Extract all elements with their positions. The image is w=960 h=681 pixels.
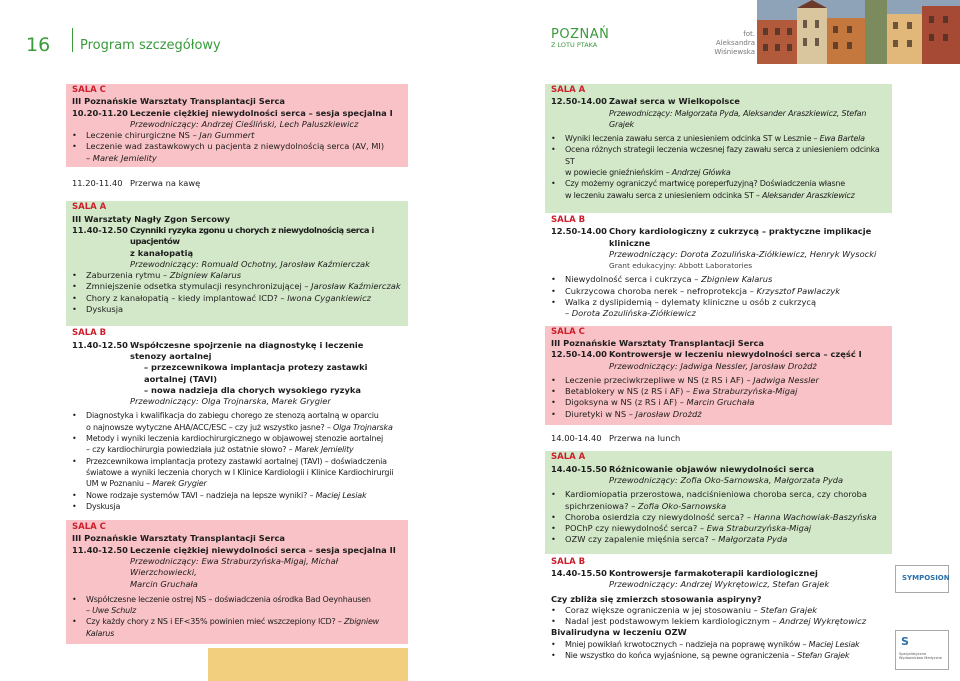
list-item: • Digoksyna w NS (z RS i AF) – Marcin Gruchała xyxy=(551,397,886,408)
list-item: • Choroba osierdzia czy niewydolność serca? – Hanna Wachowiak-Baszyńska xyxy=(551,512,886,523)
room-label: SALA B xyxy=(551,556,586,567)
list-item: • Coraz większe ograniczenia w jej stosowaniu – Stefan Grajek xyxy=(551,605,886,616)
page-title: Program szczegółowy xyxy=(80,38,221,53)
room-label: SALA C xyxy=(551,326,585,337)
list-item: • Nie wszystko do końca wyjaśnione, są pewne ograniczenia – Stefan Grajek xyxy=(551,650,886,661)
list-item: • Nadal jest podstawowym lekiem kardiologicznym – Andrzej Wykrętowicz xyxy=(551,616,886,627)
list-item: • Betablokery w NS (z RS i AF) – Ewa Straburzyńska-Migaj xyxy=(551,386,886,397)
bottom-decoration xyxy=(208,648,408,681)
list-item: • Współczesne leczenie ostrej NS – doświadczenia ośrodka Bad Oeynhausen – Uwe Schulz xyxy=(72,594,402,617)
room-label: SALA C xyxy=(72,85,106,95)
header-divider xyxy=(72,28,73,52)
list-item: • Mniej powikłań krwotocznych – nadzieja na poprawę wyników – Maciej Lesiak xyxy=(551,639,886,650)
session-block xyxy=(545,84,892,213)
list-item: • Leczenie chirurgiczne NS – Jan Gummert xyxy=(72,130,402,141)
session-chairs: Przewodniczący: Romuald Ochotny, Jarosław Kaźmierczak xyxy=(130,258,370,269)
session-time: 12.50-14.00 xyxy=(551,226,607,237)
workshop-title: III Warsztaty Nagły Zgon Sercowy xyxy=(72,213,230,224)
list-item: • Czy możemy ograniczyć martwicę poreperfuzyjną? Doświadczenia własne w leczeniu zawału serca z uniesieniem odcinka ST – Aleksander Araszkiewicz xyxy=(551,178,886,201)
list-item: • Nowe rodzaje systemów TAVI – nadzieja na lepsze wyniki? – Maciej Lesiak xyxy=(72,490,402,501)
list-item: • Dyskusja xyxy=(72,304,402,315)
session-time: 11.40-12.50 xyxy=(72,544,128,555)
session-time: 14.40-15.50 xyxy=(551,463,607,474)
list-item: • Dyskusja xyxy=(72,501,402,512)
room-label: SALA B xyxy=(551,214,586,225)
lunch-break: 14.00-14.40 Przerwa na lunch xyxy=(551,433,681,444)
list-item: • Leczenie przeciwkrzepliwe w NS (z RS i AF) – Jadwiga Nessler xyxy=(551,375,886,386)
right-column xyxy=(545,84,892,661)
session-chairs: Przewodniczący: Zofia Oko-Sarnowska, Małgorzata Pyda xyxy=(609,474,844,485)
session-chairs: Przewodniczący: Andrzej Wykrętowicz, Stefan Grajek xyxy=(609,579,830,590)
session-title: Chory kardiologiczny z cukrzycą – praktyczne implikacje kliniczne xyxy=(609,226,872,248)
sponsor-logo-small: S Specjalistyczne Wydawnictwo Medyczne xyxy=(895,630,949,670)
list-item: • Diuretyki w NS – Jarosław Drożdż xyxy=(551,409,886,420)
workshop-title: III Poznańskie Warsztaty Transplantacji Serca xyxy=(551,337,764,348)
list-item: • Kardiomiopatia przerostowa, nadciśnieniowa choroba serca, czy choroba spichrzeniowa? – Zofia Oko-Sarnowska xyxy=(551,489,886,512)
subtopic-title: Bivalirudyna w leczeniu OZW xyxy=(551,627,687,638)
room-label: SALA B xyxy=(72,328,107,339)
session-block: SALA B 11.40-12.50 Współczesne spojrzenie na diagnostykę i leczenie stenozy aortalnej – przezcewnikowa implantacja protezy zastawki aortalnej (TAVI) – nowa nadzieja dla chorych wysokiego ryzyka Przewodniczący: Olga Trojnarska, Marek Grygier • Diagnostyka i kwalifikacja do zabiegu chorego ze stenozą aortalną w oparciu o najnowsze wytyczne AHA/ACC/ESC – czy już wszystko jasne? – Olga Trojnarska • Metody i wyniki leczenia kardiochirurgicznego w objawowej stenozie aortalnej – czy kardiochirurgia powiedziała już ostatnie słowo? – Marek Jemielity • Przezcewnikowa implantacja protezy zastawki aortalnej (TAVI) – doświadczenia światowe a wyniki leczenia chorych w I Klinice Kardiologii i Klinice Kardiochirurgii UM w Poznaniu – Marek Grygier • Nowe rodzaje systemów TAVI – nadzieja na lepsze wyniki? – Maciej Lesiak • Dyskusja xyxy=(66,326,408,520)
session-block: SALA A III Warsztaty Nagły Zgon Sercowy 11.40-12.50 Czynniki ryzyka zgonu u chorych z niewydolnością serca i upacjentów z kanałopatią Przewodniczący: Romuald Ochotny, Jarosław Kaźmierczak • Zaburzenia rytmu – Zbigniew Kalarus • Zmniejszenie odsetka stymulacji resynchronizującej – Jarosław Kaźmierczak • Chory z kanałopatią – kiedy implantować ICD? – Iwona Cygankiewicz • Dyskusja xyxy=(66,201,408,326)
session-block xyxy=(545,554,892,662)
session-time: 11.40-12.50 xyxy=(72,224,128,235)
list-item: • OZW czy zapalenie mięśnia serca? – Małgorzata Pyda xyxy=(551,534,886,545)
session-chairs: Przewodniczący: Olga Trojnarska, Marek Grygier xyxy=(130,396,331,407)
list-item: • Przezcewnikowa implantacja protezy zastawki aortalnej (TAVI) – doświadczenia światowe a wyniki leczenia chorych w I Klinice Kardiologii i Klinice Kardiochirurgii UM w Poznaniu – Marek Grygier xyxy=(72,456,402,490)
subtopic-title: Czy zbliża się zmierzch stosowania aspiryny? xyxy=(551,593,762,604)
session-time: 10.20-11.20 xyxy=(72,107,128,118)
list-item: • Diagnostyka i kwalifikacja do zabiegu chorego ze stenozą aortalną w oparciu o najnowsze wytyczne AHA/ACC/ESC – czy już wszystko jasne? – Olga Trojnarska xyxy=(72,410,402,433)
session-title: Kontrowersje farmakoterapii kardiologicznej xyxy=(609,567,818,578)
room-label: SALA A xyxy=(551,452,586,463)
poznan-logo xyxy=(551,28,611,49)
list-item: • Cukrzycowa choroba nerek – nefroprotekcja – Krzysztof Pawlaczyk xyxy=(551,286,886,297)
session-time: 11.40-12.50 xyxy=(72,339,128,350)
list-item: • Ocena różnych strategii leczenia wczesnej fazy zawału serca z uniesieniem odcinka ST w powiecie gnieźnieńskim – Andrzej Główka xyxy=(551,144,886,178)
list-item: • Walka z dyslipidemią – dylematy kliniczne u osób z cukrzycą – Dorota Zozulińska-Ziółkiewicz xyxy=(551,297,886,320)
session-block xyxy=(545,213,892,326)
session-chairs: Przewodniczący: Dorota Zozulińska-Ziółkiewicz, Henryk Wysocki xyxy=(609,248,877,259)
session-title: Czynniki ryzyka zgonu u chorych z niewydolnością serca i upacjentów xyxy=(130,224,374,247)
session-time: 12.50-14.00 xyxy=(551,349,607,360)
session-chairs: Przewodniczący: Jadwiga Nessler, Jarosław Drożdż xyxy=(609,360,817,371)
list-item: • Leczenie wad zastawkowych u pacjenta z niewydolnością serca (AV, MI) – Marek Jemielity xyxy=(72,141,402,164)
session-chairs: Przewodniczący: Ewa Straburzyńska-Migaj, Michał Wierzchowiecki, xyxy=(130,555,339,578)
sponsor-logo: SYMPOSION xyxy=(895,565,949,593)
session-title: Zawał serca w Wielkopolsce xyxy=(609,96,740,107)
room-label: SALA A xyxy=(72,202,107,213)
session-time: 12.50-14.00 xyxy=(551,96,607,107)
list-item: • Chory z kanałopatią – kiedy implantować ICD? – Iwona Cygankiewicz xyxy=(72,293,402,304)
coffee-break: 11.20-11.40 Przerwa na kawę xyxy=(72,178,201,189)
session-block xyxy=(545,451,892,553)
session-title: Kontrowersje w leczeniu niewydolności serca – część I xyxy=(609,349,862,360)
session-title: Leczenie ciężkiej niewydolności serca – sesja specjalna II xyxy=(130,544,396,555)
session-chairs: Przewodniczący: Andrzej Cieśliński, Lech Paluszkiewicz xyxy=(130,118,359,129)
session-chairs: Przewodniczący: Małgorzata Pyda, Aleksander Araszkiewicz, Stefan Grajek xyxy=(609,108,867,129)
workshop-title: III Poznańskie Warsztaty Transplantacji Serca xyxy=(72,533,285,544)
photo-credit: fot. Aleksandra Wiśniewska xyxy=(714,30,755,56)
left-column xyxy=(66,84,408,644)
room-label: SALA C xyxy=(72,522,106,533)
list-item: • Niewydolność serca i cukrzyca – Zbigniew Kalarus xyxy=(551,274,886,285)
list-item: • Metody i wyniki leczenia kardiochirurgicznego w objawowej stenozie aortalnej – czy kardiochirurgia powiedziała już ostatnie słowo? – Marek Jemielity xyxy=(72,433,402,456)
session-title: Różnicowanie objawów niewydolności serca xyxy=(609,463,815,474)
page-number: 16 xyxy=(26,34,51,56)
list-item: • Zaburzenia rytmu – Zbigniew Kalarus xyxy=(72,270,402,281)
session-block xyxy=(545,326,892,425)
session-title: Współczesne spojrzenie na diagnostykę i leczenie stenozy aortalnej xyxy=(130,339,364,361)
session-block: SALA C III Poznańskie Warsztaty Transplantacji Serca 11.40-12.50 Leczenie ciężkiej niewydolności serca – sesja specjalna II Przewodniczący: Ewa Straburzyńska-Migaj, Michał Wierzchowiecki, Marcin Gruchała • Współczesne leczenie ostrej NS – doświadczenia ośrodka Bad Oeynhausen – Uwe Schulz • Czy każdy chory z NS i EF<35% powinien mieć wszczepiony ICD? – Zbigniew Kalarus xyxy=(66,520,408,644)
session-time: 14.40-15.50 xyxy=(551,567,607,578)
room-label: SALA A xyxy=(551,85,586,95)
list-item: • POChP czy niewydolność serca? – Ewa Straburzyńska-Migaj xyxy=(551,523,886,534)
workshop-title: III Poznańskie Warsztaty Transplantacji Serca xyxy=(72,96,285,107)
city-photo xyxy=(757,0,960,64)
list-item: • Wyniki leczenia zawału serca z uniesieniem odcinka ST w Lesznie – Ewa Bartela xyxy=(551,133,886,144)
session-title: Leczenie ciężkiej niewydolności serca – sesja specjalna I xyxy=(130,107,393,118)
logo-text: POZNAŃ xyxy=(551,27,610,42)
session-block xyxy=(66,84,408,167)
grant-note: Grant edukacyjny: Abbott Laboratories xyxy=(609,261,753,271)
list-item: • Zmniejszenie odsetka stymulacji resynchronizującej – Jarosław Kaźmierczak xyxy=(72,281,402,292)
logo-subtext: Z LOTU PTAKA xyxy=(551,41,598,49)
list-item: • Czy każdy chory z NS i EF<35% powinien mieć wszczepiony ICD? – Zbigniew Kalarus xyxy=(72,616,402,639)
